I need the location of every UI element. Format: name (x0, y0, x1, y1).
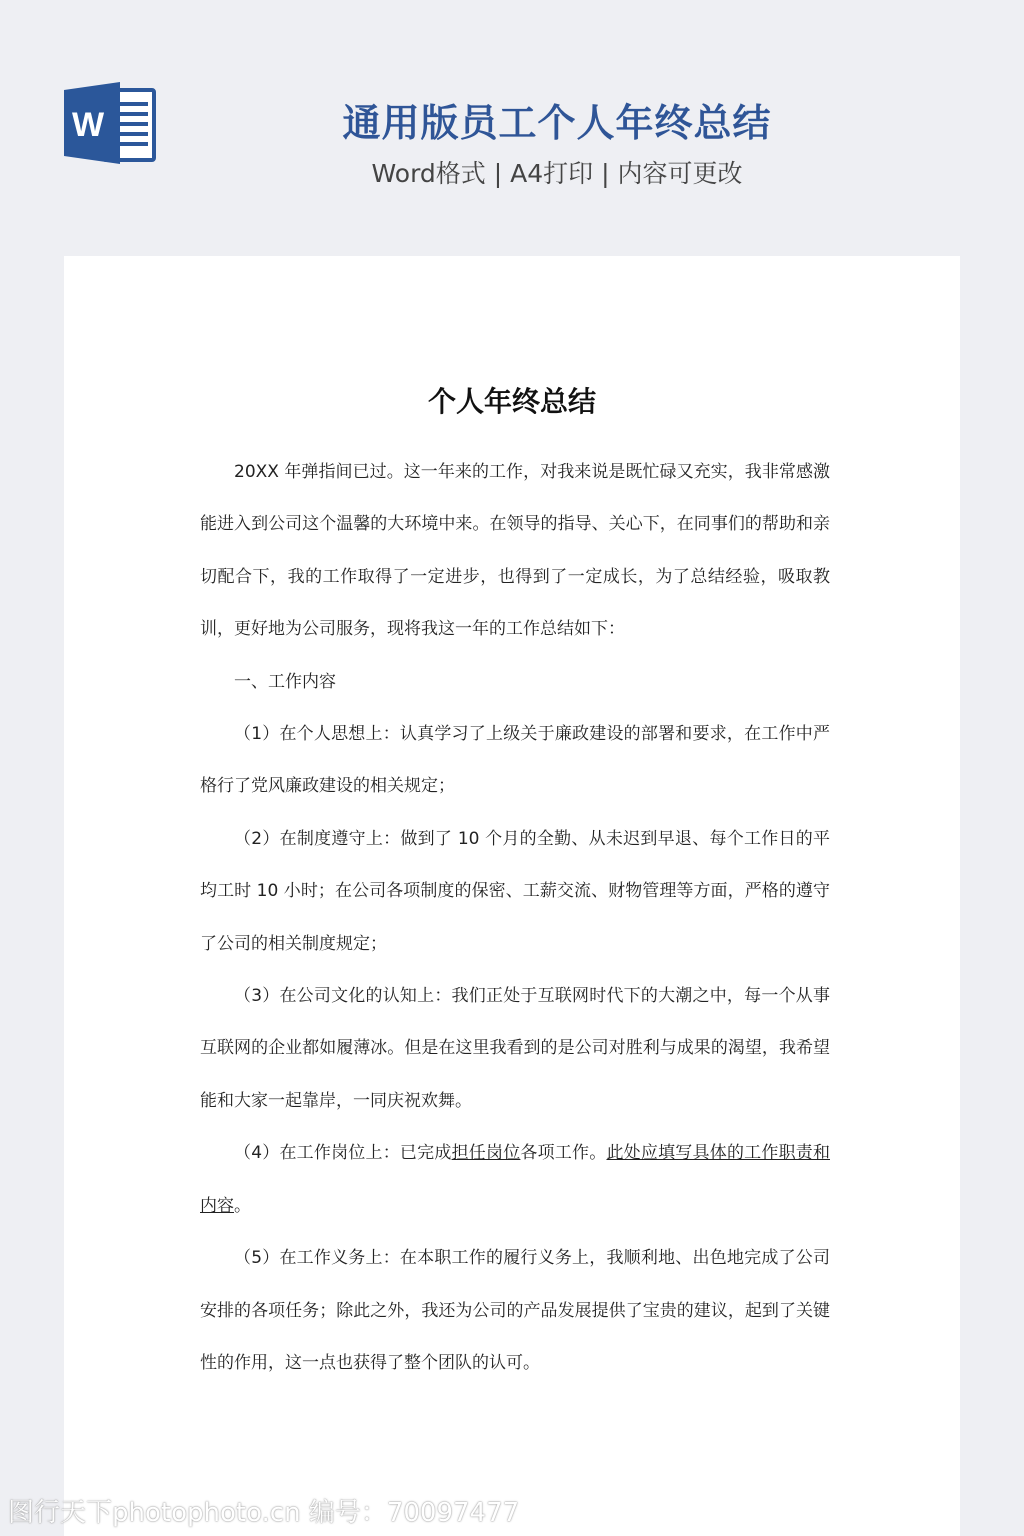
section-heading-work-content: 一、工作内容 (234, 671, 336, 692)
word-document-icon (64, 82, 156, 164)
item-4-paragraph (200, 1127, 830, 1232)
intro-paragraph: 20XX 年弹指间已过。这一年来的工作，对我来说是既忙碌又充实，我非常感激能进入到公司这个温馨的大环境中来。在领导的指导、关心下，在同事们的帮助和亲切配合下，我的工作取得了一定进步，也得到了一定成长，为了总结经验，吸取教训，更好地为公司服务，现将我这一年的工作总结如下： (200, 462, 830, 640)
item-4-prefix: （4）在工作岗位上：已完成 (234, 1143, 452, 1164)
item-4-placeholder-position: 担任岗位 (451, 1143, 521, 1164)
item-2-paragraph: （2）在制度遵守上：做到了 10 个月的全勤、从未迟到早退、每个工作日的平均工时 10 小时；在公司各项制度的保密、工薪交流、财物管理等方面，严格的遵守了公司的相关制度规定； (200, 828, 830, 954)
item-3-paragraph: （3）在公司文化的认知上：我们正处于互联网时代下的大潮之中，每一个从事互联网的企业都如履薄冰。但是在这里我看到的是公司对胜利与成果的渴望，我希望能和大家一起靠岸，一同庆祝欢舞。 (200, 986, 830, 1111)
document-page (64, 256, 960, 1536)
document-body (200, 446, 830, 1389)
page-title: 通用版员工个人年终总结 (342, 101, 772, 145)
item-1-paragraph: （1）在个人思想上：认真学习了上级关于廉政建设的部署和要求，在工作中严格行了党风廉政建设的相关规定； (200, 724, 830, 797)
item-4-middle: 各项工作。 (520, 1143, 607, 1164)
item-5-paragraph: （5）在工作义务上：在本职工作的履行义务上，我顺利地、出色地完成了公司安排的各项任务；除此之外，我还为公司的产品发展提供了宝贵的建议，起到了关键性的作用，这一点也获得了整个团队的认可。 (200, 1248, 830, 1373)
item-4-suffix: 。 (234, 1195, 251, 1216)
word-logo-letter: W (71, 106, 105, 144)
page-subtitle: Word格式 | A4打印 | 内容可更改 (371, 159, 743, 188)
page-header (0, 0, 1024, 250)
item-4-placeholder-duties: 此处应填写具体的工作职责和内容 (200, 1143, 830, 1216)
watermark-text: 图行天下photophoto.cn 编号：70097477 (8, 1498, 520, 1528)
document-title: 个人年终总结 (427, 385, 596, 418)
